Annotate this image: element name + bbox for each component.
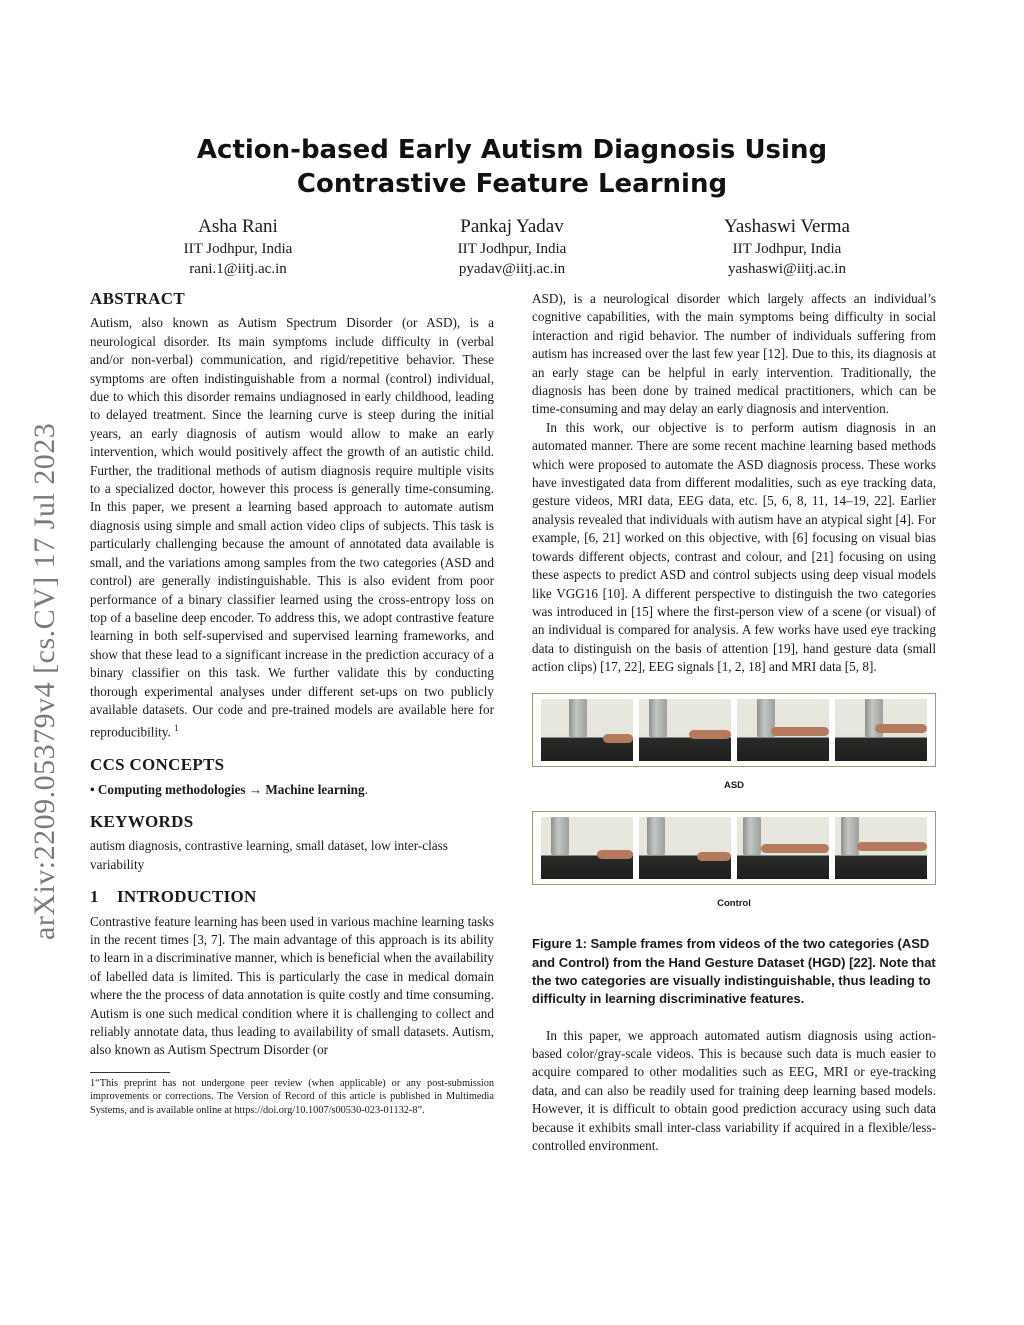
title-line-1: Action-based Early Autism Diagnosis Using (196, 135, 828, 165)
video-frame (639, 817, 731, 879)
intro-heading: 1 INTRODUCTION (90, 887, 257, 907)
author-block (392, 215, 632, 279)
keywords-heading: KEYWORDS (90, 811, 194, 831)
control-label: Control (717, 897, 751, 909)
author-email: yashaswi@iitj.ac.in (728, 261, 846, 277)
video-frame (541, 817, 633, 879)
video-frame (737, 817, 829, 879)
author-name: Pankaj Yadav (460, 216, 564, 237)
author-block (667, 215, 907, 279)
arxiv-side-label: arXiv:2209.05379v4 [cs.CV] 17 Jul 2023 (28, 422, 61, 940)
right-paragraph-2: In this work, our objective is to perform autism diagnosis in an automated manner. There are some recent machine learning based methods which were proposed to automate the ASD diagnosis process. These works have investigated data from different modalities, such as eye tracking data, gesture videos, MRI data, EEG data, etc. [5, 6, 8, 11, 14–19, 22]. Earlier analysis revealed that individuals with autism have an atypical sight [4]. For example, [6, 21] worked on this objective, with [6] focusing on visual bias towards different objects, contrast and colour, and [21] focusing on using these aspects to predict ASD and control subjects using deep visual models like VGG16 [10]. A different perspective to distinguish the two categories was introduced in [15] where the first-person view of a scene (or visual) of an individual is compared for analysis. A few works have used eye tracking data to distinguish on the basis of attention [19], hand gesture data (small action clips) [17, 22], EEG signals [1, 2, 18] and MRI data [5, 8]. (532, 419, 936, 675)
intro-text: Contrastive feature learning has been used in various machine learning tasks in the recent times [3, 7]. The main advantage of this approach is its ability to learn in a discriminative manner, which is beneficial when the availability of labelled data is limited. This is particularly the case in medical domain where the the process of data annotation is quite costly and time consuming. Autism is one such medical condition where it is challenging to collect and reliably annotate data, thus leading to availability of small datasets. Autism, also known as Autism Spectrum Disorder (or (90, 913, 494, 1058)
video-frame (835, 817, 927, 879)
video-frame (737, 699, 829, 761)
ccs-heading: CCS CONCEPTS (90, 755, 225, 775)
ccs-text: • Computing methodologies → Machine learning. (90, 781, 368, 797)
author-affiliation: IIT Jodhpur, India (457, 241, 567, 257)
author-block (118, 215, 358, 279)
author-name: Asha Rani (198, 216, 278, 237)
abstract-text: Autism, also known as Autism Spectrum Disorder (or ASD), is a neurological disorder. Its main symptoms include difficulty in (verbal and/or non-verbal) communication, and rigid/repetitive behavior. These symptoms are often indistinguishable from a normal (control) individual, due to which this disorder remains undiagnosed in early childhood, leading to delayed treatment. Since the learning curve is steep during the initial years, an early diagnosis of autism would allow to make an early intervention, which would positively affect the growth of an autistic child. Further, the traditional methods of autism diagnosis require multiple visits to a specialized doctor, however this process is generally time-consuming. In this paper, we present a learning based approach to automate autism diagnosis using simple and small action video clips of subjects. This task is particularly challenging because the amount of annotated data available is small, and the variations among samples from the two categories (ASD and control) are generally indistinguishable. This is also evident from poor performance of a binary classifier learned using the cross-entropy loss on top of a baseline deep encoder. To address this, we adopt contrastive feature learning in both self-supervised and supervised learning frameworks, and show that these lead to a significant increase in the prediction accuracy of a binary classifier on this task. We further validate this by conducting thorough experimental analyses under different set-ups on two publicly available datasets. Our code and pre-trained models are available here for reproducibility. $^1$ (90, 315, 494, 740)
video-frame (639, 699, 731, 761)
title-line-2: Contrastive Feature Learning (296, 169, 728, 199)
video-frame (541, 699, 633, 761)
author-affiliation: IIT Jodhpur, India (183, 241, 293, 257)
footnote: 1“This preprint has not undergone peer review (when applicable) or any post-submission improvements or corrections. The Version of Record of this article is published in Multimedia Systems, and is available online at https://doi.org/10.1007/s00530-023-01132-8”. (90, 1077, 494, 1117)
right-paragraph-1: ASD), is a neurological disorder which largely affects an individual’s cognitive capabilities, with the main symptoms being difficulty in social interaction and rigid behavior. The number of individuals suffering from autism has increased over the last few year [12]. Due to this, its diagnosis at an early stage can be helpful in early intervention. Traditionally, the diagnosis has been done by trained medical practitioners, which can be time-consuming and may delay an early diagnosis and intervention. (532, 291, 936, 417)
author-affiliation: IIT Jodhpur, India (732, 241, 842, 257)
figure-caption: Figure 1: Sample frames from videos of the two categories (ASD and Control) from the Hand Gesture Dataset (HGD) [22]. Note that the two categories are visually indistinguishable, thus leading to difficulty in learning discriminative features. (532, 936, 936, 1007)
footnote-rule (90, 1072, 170, 1073)
asd-frame-strip (532, 693, 936, 767)
asd-label: ASD (723, 779, 745, 791)
paper-title (160, 133, 864, 201)
figure-1 (532, 693, 936, 1009)
keywords-text: autism diagnosis, contrastive learning, small dataset, low inter-class variability (90, 838, 448, 872)
author-name: Yashaswi Verma (724, 216, 850, 237)
right-column (532, 290, 936, 1155)
author-email: pyadav@iitj.ac.in (458, 261, 566, 277)
video-frame (835, 699, 927, 761)
right-paragraph-3: In this paper, we approach automated autism diagnosis using action-based color/gray-scale videos. This is because such data is much easier to acquire compared to other modalities such as EEG, MRI or eye-tracking data, and can also be readily used for training deep learning based models. However, it is difficult to obtain good prediction accuracy using such data because it exhibits small inter-class variability if acquired in a flexible/less-controlled environment. (532, 1027, 936, 1153)
author-email: rani.1@iitj.ac.in (189, 261, 287, 277)
footnote-marker[interactable]: 1 (174, 723, 179, 734)
abstract-heading: ABSTRACT (90, 289, 185, 308)
left-column (90, 290, 494, 1118)
control-frame-strip (532, 811, 936, 885)
